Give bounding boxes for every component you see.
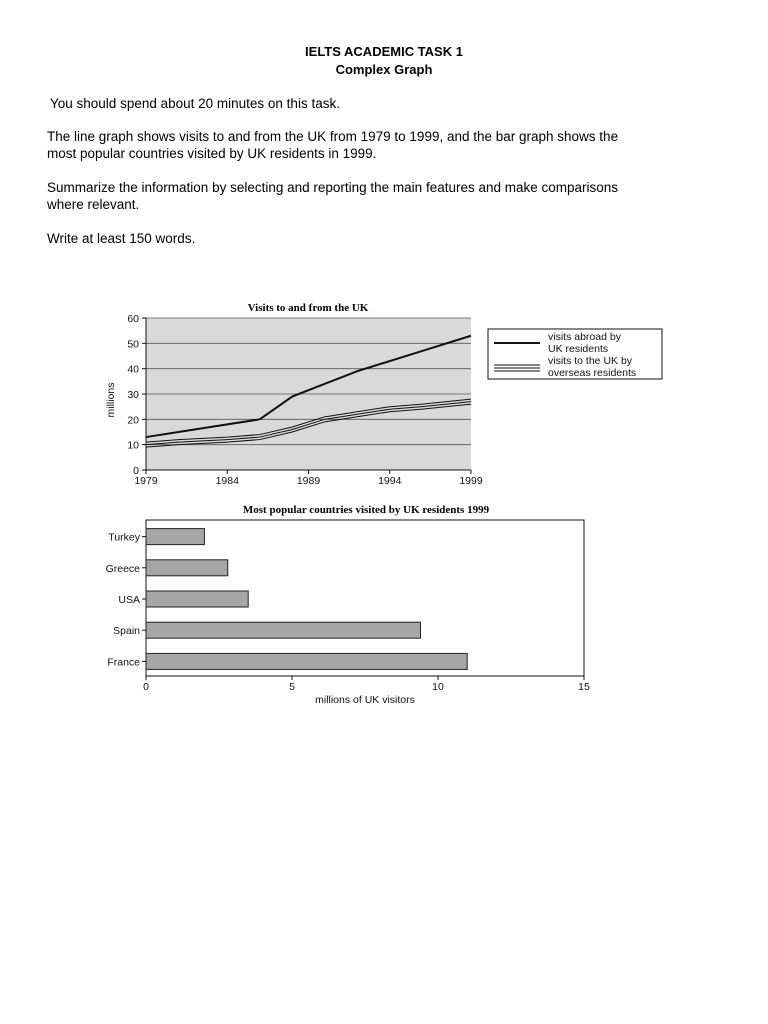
legend-label-visits-to-uk-line-1: visits to the UK by — [548, 355, 633, 367]
line-chart-x-tick-label: 1984 — [215, 475, 239, 487]
line-chart-y-tick-label: 50 — [127, 338, 139, 351]
bar-turkey — [146, 529, 204, 545]
bar-greece — [146, 560, 228, 576]
bar-chart-x-tick-label: 10 — [432, 681, 444, 693]
line-chart-x-tick-label: 1989 — [296, 475, 321, 487]
bar-chart-x-tick-label: 15 — [578, 681, 590, 693]
line-chart-x-tick-label: 1994 — [378, 475, 402, 487]
bar-chart-category-labels — [106, 532, 146, 669]
bar-category-label-turkey: Turkey — [108, 531, 140, 544]
legend-label-visits-abroad-line-1: visits abroad by — [548, 331, 621, 343]
line-chart-y-tick-label: 30 — [127, 389, 139, 401]
bar-category-label-greece: Greece — [105, 562, 140, 575]
line-chart-y-tick-label: 0 — [133, 465, 139, 477]
task-summary-line-1: Summarize the information by selecting and reporting the main features and make comparisons — [47, 180, 619, 195]
instruction-time: You should spend about 20 minutes on this task. — [50, 96, 340, 111]
task-description-line-2: most popular countries visited by UK residents in 1999. — [47, 146, 377, 161]
task-description-line-1: The line graph shows visits to and from the UK from 1979 to 1999, and the bar graph shows the — [47, 129, 619, 144]
bar-chart-x-tick-label: 0 — [143, 681, 149, 693]
legend-label-visits-abroad-line-2: UK residents — [548, 343, 609, 355]
line-chart-y-tick-label: 20 — [127, 414, 139, 427]
line-chart-y-tick-label: 40 — [127, 363, 139, 376]
bar-spain — [146, 622, 420, 638]
word-count-instruction: Write at least 150 words. — [47, 231, 196, 246]
task-summary-line-2: where relevant. — [47, 197, 140, 212]
bar-usa — [146, 591, 248, 607]
bar-category-label-france: France — [107, 656, 140, 669]
line-chart-y-tick-label: 10 — [127, 439, 139, 452]
bar-chart-x-axis-label: millions of UK visitors — [315, 694, 415, 706]
bar-category-label-usa: USA — [118, 594, 140, 606]
document-subheading: Complex Graph — [335, 62, 433, 77]
bar-chart-x-tick-label: 5 — [289, 681, 295, 693]
line-chart-title: Visits to and from the UK — [247, 302, 369, 314]
document-heading: IELTS ACADEMIC TASK 1 — [305, 44, 463, 59]
bar-category-label-spain: Spain — [113, 625, 140, 638]
line-chart-x-tick-label: 1979 — [134, 475, 158, 487]
line-chart-y-axis-label: millions — [105, 382, 117, 418]
line-chart-x-tick-label: 1999 — [459, 475, 483, 487]
bar-france — [146, 653, 467, 669]
bar-chart-x-ticks — [143, 676, 590, 693]
bar-chart-title: Most popular countries visited by UK residents 1999 — [242, 504, 490, 516]
line-chart-y-tick-label: 60 — [127, 313, 139, 325]
legend-label-visits-to-uk-line-2: overseas residents — [548, 367, 637, 379]
